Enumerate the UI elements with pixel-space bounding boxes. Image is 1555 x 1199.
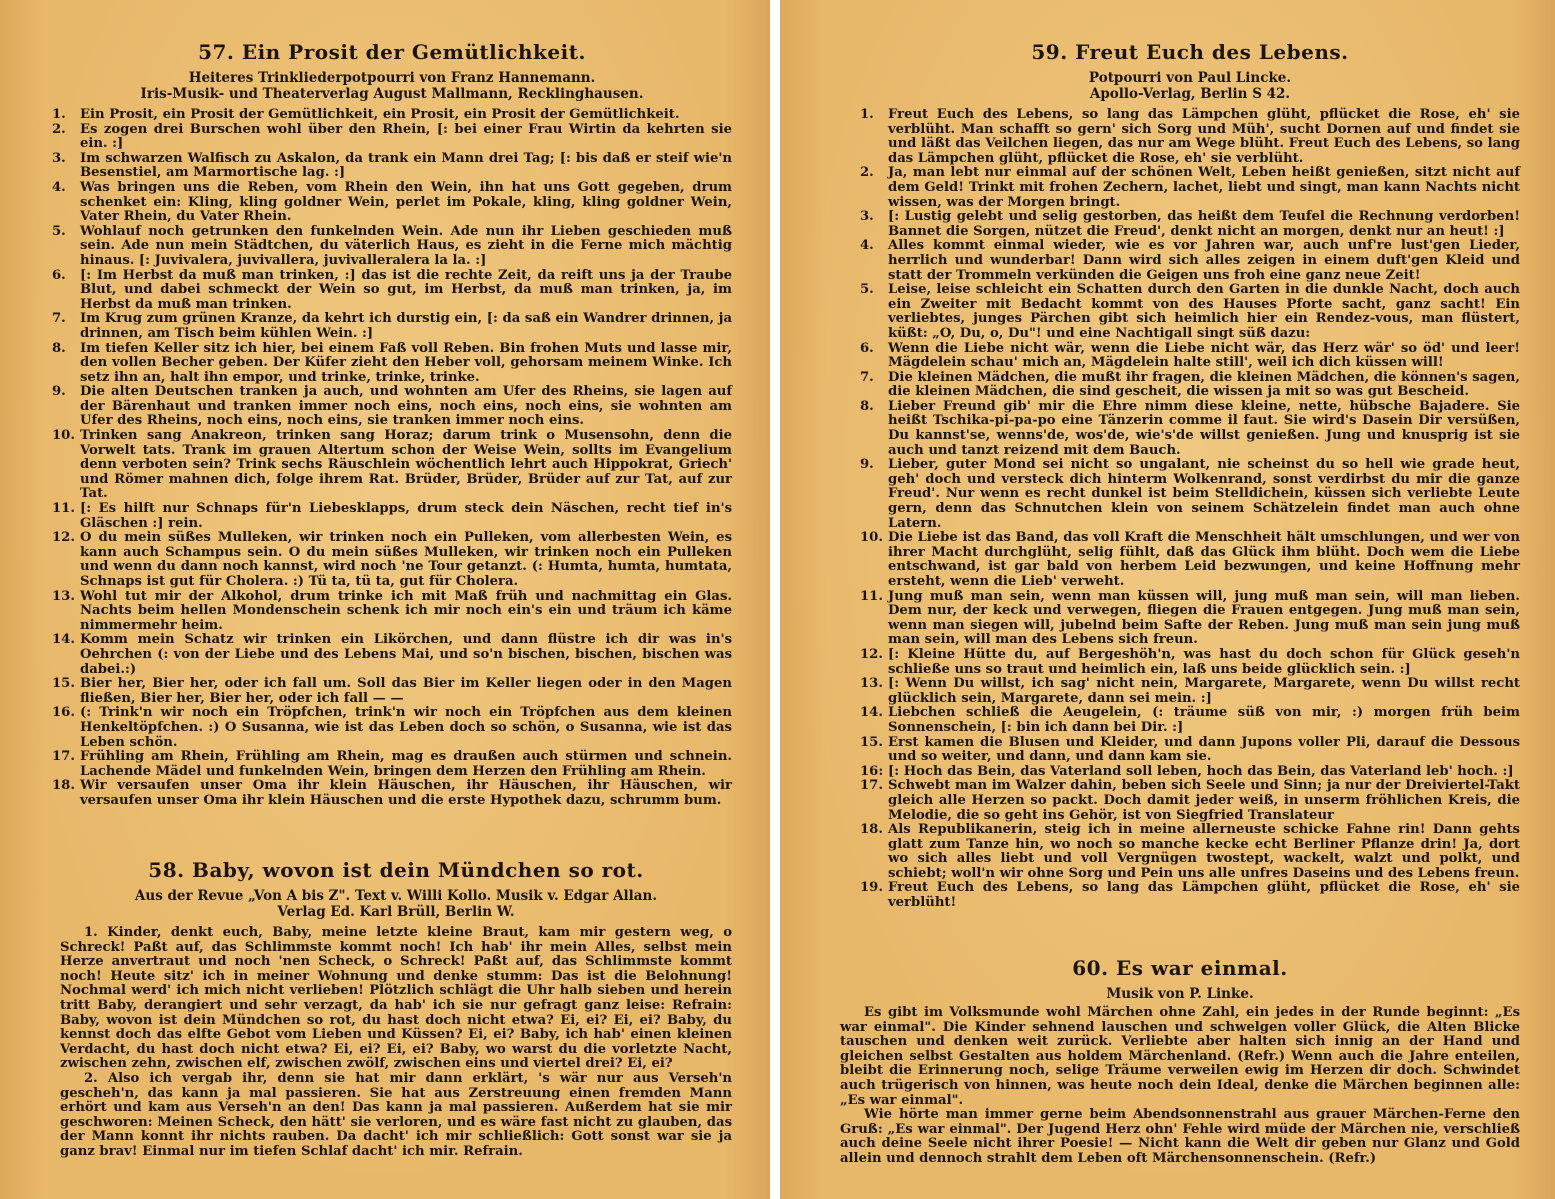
song-publisher: Apollo-Verlag, Berlin S 42.: [1089, 86, 1291, 102]
verse-text: Die alten Deutschen tranken ja auch, und wohnten am Ufer des Rheins, sie lagen auf der Bärenhaut und tranken immer noch eins, noch eins, noch eins, sie wohnten am Ufer des Rheins, noch eins, noch eins, sie tranken immer noch eins.: [80, 384, 732, 429]
verse-number: 17.: [52, 749, 75, 765]
verse-text: Was bringen uns die Reben, vom Rhein den Wein, ihn hat uns Gott gegeben, drum schenket ein: Kling, kling goldner Wein, perlet im Pokale, kling, kling goldner Wein, Vater Rhein, du Vater Rhein.: [80, 179, 732, 225]
verse: [52, 225, 732, 269]
page-gutter: [770, 0, 780, 1199]
verse-number: 12.: [860, 646, 883, 662]
verse-number: 4.: [52, 179, 66, 195]
song-subtitle: Musik von P. Linke.: [1106, 986, 1254, 1002]
verse-number: 15.: [52, 676, 75, 692]
verse-number: 1.: [860, 107, 874, 122]
verse-number: 16.: [52, 705, 75, 721]
verse: [860, 108, 1520, 166]
verse-number: 5.: [860, 282, 874, 298]
verse: [52, 108, 732, 123]
verse-number: 11.: [52, 501, 75, 517]
verse-text: Schwebt man im Walzer dahin, beben sich Seele und Sinn; ja nur der Dreiviertel-Takt gleich alle Herzen so packt. Doch damit jeder weiß, in unserm fröhlichen Kreis, die Melodie, die so geht ins Gehör, ist von Siegfried Translateur: [888, 778, 1520, 823]
verse-text: Frühling am Rhein, Frühling am Rhein, mag es draußen auch stürmen und schnein. Lachende Mädel und funkelnden Wein, bringen dem Herzen den Frühling am Rhein.: [80, 749, 732, 779]
verse: [860, 458, 1520, 531]
verse-text: [: Es hilft nur Schnaps für'n Liebesklapps, drum steck dein Näschen, recht tief in's Gläschen :] rein.: [80, 501, 732, 531]
verse-text: Als Republikanerin, steig ich in meine allerneuste schicke Fahne rin! Dann gehts glatt zum Tanze hin, wo noch so manche kecke echt Berliner Pflanze drin! Ja, dort wo sich alles liebt und voll Vergnügen twostept, wackelt, walzt und polkt, und schiebt; woll'n wir ohne Sorg und Pein uns alle unfres Daseins und des Lebens freun.: [888, 822, 1520, 881]
verse: [860, 881, 1520, 910]
verse: [860, 166, 1520, 210]
verse: [52, 677, 732, 706]
verse: [52, 269, 732, 313]
song-subtitle: Potpourri von Paul Lincke.: [1088, 70, 1292, 86]
verse-text: [: Im Herbst da muß man trinken, :] das ist die rechte Zeit, da reift uns ja der Traube Blut, und dabei schmeckt der Wein so gut, im Herbst, da muß man trinken, ja, im Herbst da muß man trinken.: [80, 267, 732, 312]
verse-number: 16:: [860, 763, 884, 779]
verse-text: Es zogen drei Burschen wohl über den Rhein, [: bei einer Frau Wirtin da kehrten sie ein. :]: [80, 121, 732, 152]
verse-number: 7.: [860, 369, 874, 385]
verse-number: 6.: [52, 267, 66, 283]
verse: [860, 706, 1520, 735]
song-58: [60, 858, 732, 1160]
verse: [860, 342, 1520, 371]
song-publisher: Verlag Ed. Karl Brüll, Berlin W.: [277, 904, 515, 920]
song-title: 60. Es war einmal.: [1072, 956, 1288, 980]
song-text: [840, 1006, 1520, 1167]
verse-number: 13.: [52, 588, 75, 604]
verse-text: Lieber, guter Mond sei nicht so ungalant, nie scheinst du so hell wie grade heut, geh' doch und versteck dich hinterm Wolkenrand, sonst verdirbst du mir die ganze Freud'. Nur wenn es recht dunkel ist beim Stelldichein, küssen sich verliebte Leute gern, denn das Schnutchen klein von seinem Schätzelein findet man auch ohne Latern.: [888, 457, 1520, 531]
verse: [860, 283, 1520, 341]
verse-text: Freut Euch des Lebens, so lang das Lämpchen glüht, pflücket die Rose, eh' sie verblüht. Man schafft so gern' sich Sorg und Müh', sucht Dornen auf und findet sie und läßt das Veilchen liegen, das nur am Wege blüht. Freut Euch des Lebens, so lang das Lämpchen glüht, pflücket die Rose, eh' sie verblüht.: [888, 107, 1520, 166]
verse: [52, 312, 732, 341]
right-page: [780, 0, 1555, 1199]
song-publisher: Iris-Musik- und Theaterverlag August Mallmann, Recklinghausen.: [140, 86, 644, 102]
verse: [860, 677, 1520, 706]
verse: [860, 531, 1520, 589]
verse: [860, 736, 1520, 765]
verse: [860, 210, 1520, 239]
verse: [52, 181, 732, 225]
verse-number: 17.: [860, 778, 883, 794]
verse: [860, 239, 1520, 283]
verse-text: Leise, leise schleicht ein Schatten durch den Garten in die dunkle Nacht, doch auch ein Zweiter mit Bedacht kommt von des Hauses Pforte sacht, ganz sacht! Ein verliebtes, junges Pärchen gibt sich heimlich hier ein Rendez-vous, man flüstert, küßt: „O, Du, o, Du"! und eine Nachtigall singt süß dazu:: [888, 282, 1520, 341]
verse: [52, 342, 732, 386]
verse-text: Wohl tut mir der Alkohol, drum trinke ich mit Maß früh und nachmittag ein Glas. Nachts beim hellen Mondenschein schenk ich mir noch ein's ein und träum ich käme nimmermehr heim.: [80, 588, 732, 633]
verse-text: Lieber Freund gib' mir die Ehre nimm diese kleine, nette, hübsche Bajadere. Sie heißt Tschika-pi-pa-po eine Tänzerin comme il faut. Sie wird's Dasein Dir versüßen, Du kannst'se, wenns'de, wos'de, wie's'de willst genießen. Jung und knusprig ist sie auch und tanzt reizend mit dem Bauch.: [888, 398, 1520, 458]
song-title: 58. Baby, wovon ist dein Mündchen so rot.: [148, 858, 644, 882]
verse-number: 12.: [52, 530, 75, 546]
verse-text: (: Trink'n wir noch ein Tröpfchen, trink'n wir noch ein Tröpfchen aus dem kleinen Henkeltöpfchen. :) O Susanna, wie ist das Leben doch so schön, o Susanna, wie ist das Leben schön.: [80, 705, 732, 750]
song-57: [52, 40, 732, 809]
verse-text: Im tiefen Keller sitz ich hier, bei einem Faß voll Reben. Bin frohen Muts und lasse mir, den vollen Becher geben. Der Küfer zieht den Heber voll, gehorsam meinem Winke. Ich setz ihn an, halt ihn empor, und trinke, trinke, trinke.: [80, 340, 732, 385]
verse-number: 8.: [52, 340, 66, 356]
verse-number: 18.: [860, 822, 883, 838]
verse-text: [: Kleine Hütte du, auf Bergeshöh'n, was hast du doch schon für Glück geseh'n schließe uns so traut und heimlich ein, laß uns beide glücklich sein. :]: [888, 646, 1520, 677]
verse-text: Die kleinen Mädchen, die mußt ihr fragen, die kleinen Mädchen, die können's sagen, die kleinen Mädchen, die sind gescheit, die wissen ja mit so was gut Bescheid.: [888, 369, 1520, 400]
verse: [860, 590, 1520, 648]
verse: [52, 590, 732, 634]
verse-number: 11.: [860, 588, 883, 604]
verse-text: Im schwarzen Walfisch zu Askalon, da trank ein Mann drei Tag; [: bis daß er steif wie'n Besenstiel, am Marmortische lag. :]: [80, 150, 732, 181]
verse-number: 7.: [52, 311, 66, 327]
verse-text: Bier her, Bier her, oder ich fall um. Soll das Bier im Keller liegen oder in den Magen fließen, Bier her, Bier her, oder ich fall — —: [80, 676, 732, 706]
verse-number: 8.: [860, 398, 874, 414]
verse: [52, 750, 732, 779]
paragraph: Es gibt im Volksmunde wohl Märchen ohne Zahl, ein jedes in der Runde beginnt: „Es war einmal". Die Kinder sehnend lauschen und schwelgen voller Glück, die Alten Blicke tauschen und denken weit zurück. Verliebte aber halten sich innig an der Hand und gleichen selbst Gestalten aus holdem Märchenland. (Refr.) Wenn auch die Jahre enteilen, bleibt die Erinnerung noch, selige Träume verweilen ewig im Herzen dir doch. Schwindet auch trügerisch von hinnen, was heute noch dein Ideal, denke die Märchen beginnen alle: „Es war einmal".: [840, 1005, 1520, 1108]
verse-text: O du mein süßes Mulleken, wir trinken noch ein Pulleken, vom allerbesten Wein, es kann auch Schampus sein. O du mein süßes Mulleken, wir trinken noch ein Pulleken und wenn du dann noch kannst, wird noch 'ne Tour getanzt. (: Humta, humta, humtata, Schnaps ist gut für Cholera. :) Tü ta, tü ta, gut für Cholera.: [80, 530, 732, 589]
verse: [860, 823, 1520, 881]
verse-number: 15.: [860, 734, 883, 750]
song-59: [860, 40, 1520, 911]
paragraph: 2. Also ich vergab ihr, denn sie hat mir dann erklärt, 's wär nur aus Verseh'n gescheh'n, das kann ja mal passieren. Sie hat aus Zerstreuung einen fremden Mann erhört und kam aus Verseh'n an den! Das kann ja mal passieren. Außerdem hat sie mir geschworen: Meinen Scheck, den hätt' sie verloren, und es wäre fast nicht zu glauben, das der Mann konnt ihr nichts rauben. Da dacht' ich mir schließlich: Gott sonst war sie ja ganz brav! Einmal nur im tiefen Schlaf dacht' ich mir. Refrain.: [60, 1070, 732, 1159]
verse-text: Wir versaufen unser Oma ihr klein Häuschen, ihr Häuschen, ihr Häuschen, wir versaufen unser Oma ihr klein Häuschen und die erste Hypothek dazu, schrumm bum.: [80, 778, 732, 808]
verse-number: 9.: [52, 384, 66, 400]
verse: [52, 531, 732, 589]
verse-number: 4.: [860, 238, 874, 254]
verse-text: Die Liebe ist das Band, das voll Kraft die Menschheit hält umschlungen, und wer von ihrer Macht durchglüht, selig fühlt, daß das Glück ihm blüht. Doch wem die Liebe entschwand, ist gar bald von herbem Leid bezwungen, und keine Hoffnung mehr ersteht, wenn die Lieb' verweht.: [888, 530, 1520, 589]
verse-text: Alles kommt einmal wieder, wie es vor Jahren war, auch unf're lust'gen Lieder, herrlich und wunderbar! Dann wird sich alles zeigen in einem duft'gen Kleid und statt der Trommeln verkünden die Geigen uns froh eine ganz neue Zeit!: [888, 238, 1520, 283]
verse: [52, 706, 732, 750]
paragraph: Wie hörte man immer gerne beim Abendsonnenstrahl aus grauer Märchen-Ferne den Gruß: „Es war einmal". Der Jugend Herz ohn' Fehle wird müde der Märchen nie, verschließ auch deine Seele nicht ihrer Poesie! — Nicht kann die Welt dir geben nur Glanz und Gold allein und dennoch strahlt dem Leben oft Märchensonnenschein. (Refr.): [840, 1107, 1520, 1166]
verse: [52, 123, 732, 152]
song-subtitle: Aus der Revue „Von A bis Z". Text v. Willi Kollo. Musik v. Edgar Allan.: [134, 888, 658, 904]
verse: [52, 633, 732, 677]
verse-number: 9.: [860, 457, 874, 473]
song-text: [60, 926, 732, 1160]
verse-number: 14.: [52, 632, 75, 648]
song-title: 57. Ein Prosit der Gemütlichkeit.: [198, 40, 586, 64]
verse: [860, 400, 1520, 458]
verse-number: 13.: [860, 676, 883, 692]
verse-text: Freut Euch des Lebens, so lang das Lämpchen glüht, pflücket die Rose, eh' sie verblüht!: [888, 880, 1520, 911]
verse: [52, 779, 732, 808]
verse-text: [: Wenn Du willst, ich sag' nicht nein, Margarete, Margarete, wenn Du willst recht glücklich sein, Margarete, dann sei mein. :]: [888, 676, 1520, 706]
verse: [52, 385, 732, 429]
verse-text: Ja, man lebt nur einmal auf der schönen Welt, Leben heißt genießen, sitzt nicht auf dem Geld! Trinkt mit frohen Zechern, lachet, liebt und singt, man kann Nachts nicht wissen, was der Morgen bringt.: [888, 165, 1520, 210]
verse-text: [: Lustig gelebt und selig gestorben, das heißt dem Teufel die Rechnung verdorben! Bannet die Sorgen, nützet die Freud', denkt nicht an morgen, denkt nur an heut! :]: [888, 209, 1520, 239]
verse: [860, 779, 1520, 823]
paragraph: 1. Kinder, denkt euch, Baby, meine letzte kleine Braut, kam mir gestern weg, o Schreck! Paßt auf, das Schlimmste kommt noch! Ich hab' ihr mein Alles, selbst mein Herze anvertraut und noch 'nen Scheck, o Schreck! Paßt auf, das Schlimmste kommt noch! Heute sitz' ich in meiner Wohnung und denke stumm: Das ist die Belohnung! Nochmal werd' ich mich nicht verlieben! Plötzlich schlägt die Uhr halb sieben und herein tritt Baby, derangiert und sehr verzagt, da hab' ich sie nur gefragt ganz leise: Refrain: Baby, wovon ist dein Mündchen so rot, du hast doch nicht etwa? Ei, ei? Ei, ei? Baby, du kennst doch das elfte Gebot vom Lieben und Küssen? Ei, ei? Baby, ich hab' einen kleinen Verdacht, du hast doch nicht etwa? Ei, ei? Ei, ei? Baby, wo warst du die vorletzte Nacht, zwischen zehn, zwischen elf, zwischen zwölf, zwischen eins und viertel drei? Ei, ei?: [60, 925, 732, 1072]
verse-text: Trinken sang Anakreon, trinken sang Horaz; darum trink o Musensohn, denn die Vorwelt tats. Trank im grauen Altertum schon der Weise Wein, sollts im Evangelium denn verboten sein? Trink sechs Räuschlein wöchentlich lehrt auch Hippokrat, Griech' und Römer mahnen dich, folge ihrem Rat. Brüder, Brüder, Brüder auf zur Tat, auf zur Tat.: [80, 428, 732, 502]
verse: [860, 371, 1520, 400]
verse-number: 2.: [860, 165, 874, 181]
verse-number: 19.: [860, 880, 883, 896]
verse-text: Ein Prosit, ein Prosit der Gemütlichkeit, ein Prosit, ein Prosit der Gemütlichkeit.: [80, 107, 680, 122]
verse-number: 10.: [860, 530, 883, 546]
verse-text: Erst kamen die Blusen und Kleider, und dann Jupons voller Pli, darauf die Dessous und so weiter, und dann, und dann kam sie.: [888, 734, 1520, 765]
verse-list: [52, 108, 732, 809]
verse: [52, 429, 732, 502]
verse-text: Wohlauf noch getrunken den funkelnden Wein. Ade nun ihr Lieben geschieden muß sein. Ade nun mein Städtchen, du väterlich Haus, es zieht in die Ferne mich mächtig hinaus. [: Juvivalera, juvivallera, juvivalleralera la la. :]: [80, 223, 732, 268]
verse-text: Wenn die Liebe nicht wär, wenn die Liebe nicht wär, das Herz wär' so öd' und leer! Mägdelein schau' mich an, Mägdelein halte still', weil ich dich küssen will!: [888, 340, 1520, 371]
verse-number: 14.: [860, 705, 883, 721]
verse-number: 10.: [52, 428, 75, 444]
song-subtitle: Heiteres Trinkliederpotpourri von Franz Hannemann.: [188, 70, 596, 86]
verse-text: [: Hoch das Bein, das Vaterland soll leben, hoch das Bein, das Vaterland leb' hoch. :]: [888, 763, 1514, 779]
verse-number: 3.: [860, 209, 874, 225]
verse-number: 1.: [52, 107, 66, 122]
verse-text: Jung muß man sein, wenn man küssen will, jung muß man sein, will man lieben. Dem nur, der keck und verwegen, fliegen die Frauen entgegen. Jung muß man sein, wenn man siegen will, jubelnd beim Safte der Reben. Jung muß man sein jung muß man sein, will man des Lebens sich freun.: [888, 588, 1520, 648]
verse-text: Liebchen schließ die Aeugelein, (: träume süß von mir, :) morgen früh beim Sonnenschein, [: bin ich dann bei Dir. :]: [888, 705, 1520, 735]
verse: [52, 152, 732, 181]
verse: [52, 502, 732, 531]
verse-number: 6.: [860, 340, 874, 356]
verse: [860, 648, 1520, 677]
verse-list: [860, 108, 1520, 911]
verse-text: Komm mein Schatz wir trinken ein Likörchen, und dann flüstre ich dir was in's Oehrchen (: von der Liebe und des Lebens Mai, und so'n bischen, bischen, bischen was dabei.:): [80, 632, 732, 677]
verse-number: 3.: [52, 150, 66, 166]
verse-text: Im Krug zum grünen Kranze, da kehrt ich durstig ein, [: da saß ein Wandrer drinnen, ja drinnen, am Tisch beim kühlen Wein. :]: [80, 311, 732, 341]
verse-number: 5.: [52, 223, 66, 239]
song-title: 59. Freut Euch des Lebens.: [1031, 40, 1349, 64]
verse-number: 2.: [52, 121, 66, 137]
song-60: [840, 956, 1520, 1167]
verse-number: 18.: [52, 778, 75, 794]
verse: [860, 765, 1520, 780]
left-page: [0, 0, 770, 1199]
